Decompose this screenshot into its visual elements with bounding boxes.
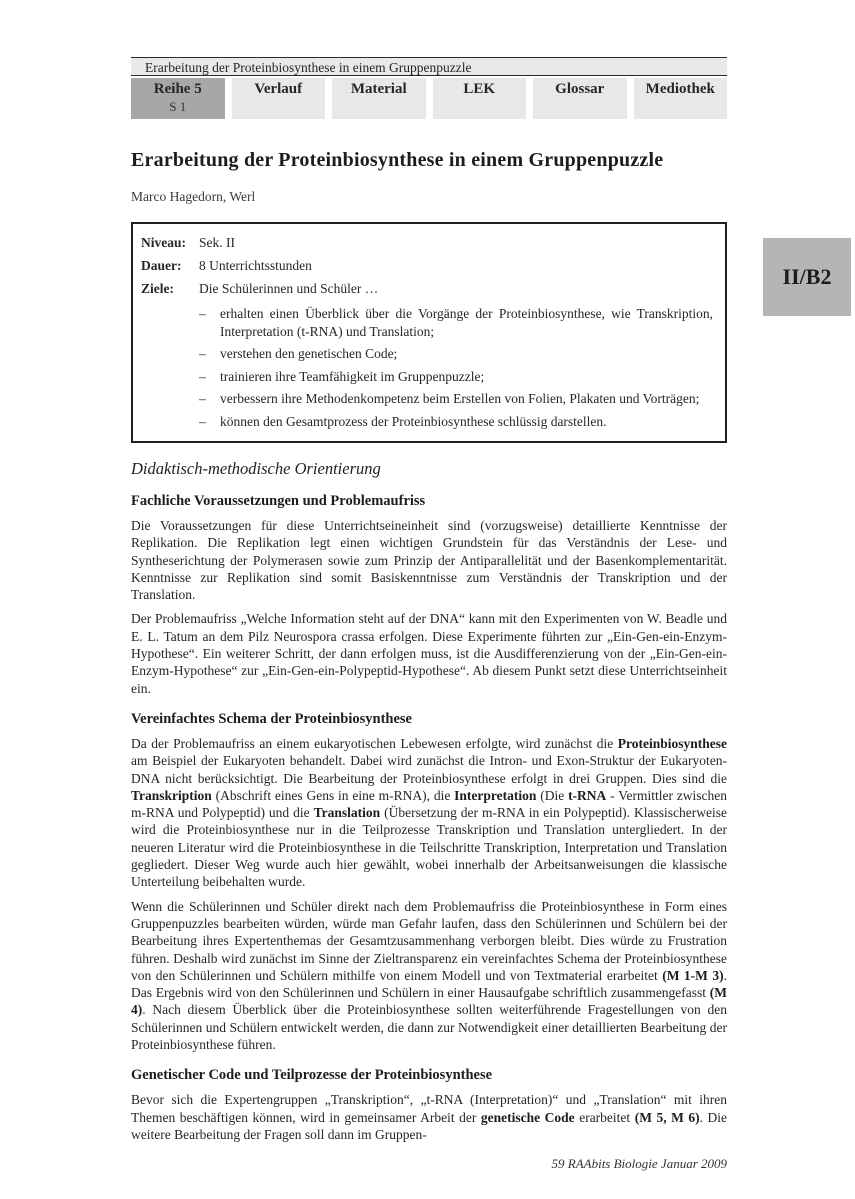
subheading-genetischer-code: Genetischer Code und Teilprozesse der Proteinbiosynthese [131,1067,493,1084]
document-page [131,57,727,1172]
goal-item: – verbessern ihre Methodenkompetenz beim Erstellen von Folien, Plakaten und Vorträgen; [199,390,713,408]
tab-lek-label: LEK [463,81,496,97]
goal-item: – trainieren ihre Teamfähigkeit im Gruppenpuzzle; [199,368,713,386]
tab-material-label: Material [350,81,407,97]
tab-material [332,78,426,119]
paragraph: Die Voraussetzungen für diese Unterrichtseineinheit sind (vorzugsweise) detaillierte Kenntnisse der Replikation. Die Replikation legt einen wichtigen Grundstein für das Verständnis der Lese- und Syntheserichtung der Polymerasen sowie zum Prinzip der Antiparallelität und der Basenkomplementarität. Kenntnisse zur Replikation sind somit Basiskenntnisse zum Verständnis der Transkription und der Translation. [131,518,727,603]
running-header-title: Erarbeitung der Proteinbiosynthese in einem Gruppenpuzzle [145,60,472,75]
goals-list [199,305,713,430]
section-badge: II/B2 [763,238,851,316]
paragraph: Da der Problemaufriss an einem eukaryotischen Lebewesen erfolgte, wird zunächst die Proteinbiosynthese am Beispiel der Eukaryoten behandelt. Dabei wird zunächst die Intron- und Exon-Struktur der Eukaryoten-DNA nicht berücksichtigt. Die Bearbeitung der Proteinbiosynthese erfolgt in drei Gruppen. Dies sind die Transkription (Abschrift eines Gens in eine m-RNA), die Interpretation (Die t-RNA - Vermittler zwischen m-RNA und Polypeptid) und die Translation (Übersetzung der m-RNA in ein Polypeptid). Klassischerweise wird die Proteinbiosynthese nur in die Teilprozesse Transkription und Translation untergliedert. In der neueren Literatur wird die Proteinbiosynthese in die Teilschritte Transkription, Interpretation und Translation gegliedert. Dieser Weg wurde auch hier gewählt, wobei innerhalb der Arbeitsanweisungen die klassische Unterteilung beibehalten wurde. [131,735,727,890]
goal-item: – erhalten einen Überblick über die Vorgänge der Proteinbiosynthese, wie Transkription, Interpretation (t-RNA) und Translation; [199,305,713,340]
info-label-niveau: Niveau: [141,235,186,250]
page-footer: 59 RAAbits Biologie Januar 2009 [551,1156,727,1172]
info-value-niveau: Sek. II [199,235,235,250]
info-row-ziele [141,277,713,300]
info-value-ziele: Die Schülerinnen und Schüler … [199,281,379,296]
info-label-ziele: Ziele: [141,281,174,296]
goal-item: – können den Gesamtprozess der Proteinbiosynthese schlüssig darstellen. [199,413,713,431]
tab-mediothek [634,78,728,119]
paragraph: Wenn die Schülerinnen und Schüler direkt nach dem Problemaufriss die Proteinbiosynthese in Form eines Gruppenpuzzles bearbeiten würden, würde man Gefahr laufen, dass den Schülerinnen und Schülern bei der Bearbeitung ihres Expertenthemas der Gesamtzusammenhang verborgen bleibt. Dies würde zu Frustration führen. Deshalb wird zunächst im Sinne der Zieltransparenz ein vereinfachtes Schema der Proteinbiosynthese von den Schülerinnen und Schülern mithilfe von einem Modell und von Textmaterial erarbeitet (M 1-M 3). Das Ergebnis wird von den Schülerinnen und Schülern in einer Hausaufgabe schriftlich zusammengefasst (M 4). Nach diesem Überblick über die Proteinbiosynthese sollten weiterführende Fragestellungen von den Schülerinnen und Schülern entwickelt werden, die dann zur Notwendigkeit einer detaillierten Bearbeitung der Proteinbiosynthese führen. [131,898,727,1053]
info-value-dauer: 8 Unterrichtsstunden [199,258,312,273]
paragraph: Der Problemaufriss „Welche Information steht auf der DNA“ kann mit den Experimenten von W. Beadle und E. L. Tatum an dem Pilz Neurospora crassa erfolgen. Diese Experimente führten zur „Ein-Gen-ein-Enzym-Hypothese“. Ein weiterer Schritt, der dann erfolgen muss, ist die Ausdifferenzierung von der „Ein-Gen-ein-Enzym-Hypothese“ zur „Ein-Gen-ein-Polypeptid-Hypothese“. Ab diesem Punkt setzt diese Unterrichtseinheit ein. [131,611,727,696]
tab-reihe-5-label: Reihe 5 [153,81,202,97]
header-tabs [131,78,727,119]
tab-glossar [533,78,627,119]
info-box [131,222,727,443]
page-title: Erarbeitung der Proteinbiosynthese in einem Gruppenpuzzle [131,149,664,171]
running-header [131,57,727,76]
tab-mediothek-label: Mediothek [645,81,715,97]
section-heading-didaktisch: Didaktisch-methodische Orientierung [131,459,381,478]
info-row-dauer [141,254,713,277]
tab-reihe-5-sublabel: S 1 [169,99,187,114]
tab-lek [433,78,527,119]
tab-glossar-label: Glossar [555,81,605,97]
tab-verlauf [232,78,326,119]
subheading-fachliche-voraussetzungen: Fachliche Voraussetzungen und Problemaufriss [131,493,426,509]
info-label-dauer: Dauer: [141,258,182,273]
goal-item: – verstehen den genetischen Code; [199,345,713,363]
tab-verlauf-label: Verlauf [254,81,303,97]
paragraph: Bevor sich die Expertengruppen „Transkription“, „t-RNA (Interpretation)“ und „Translation“ mit ihren Themen beschäftigen können, wird in gemeinsamer Arbeit der genetische Code erarbeitet (M 5, M 6). Die weitere Bearbeitung der Fragen soll dann im Gruppen- [131,1092,728,1142]
info-row-niveau [141,231,713,254]
subheading-vereinfachtes-schema: Vereinfachtes Schema der Proteinbiosynthese [131,710,412,727]
tab-reihe-5 [131,78,225,119]
author-line: Marco Hagedorn, Werl [131,189,256,204]
